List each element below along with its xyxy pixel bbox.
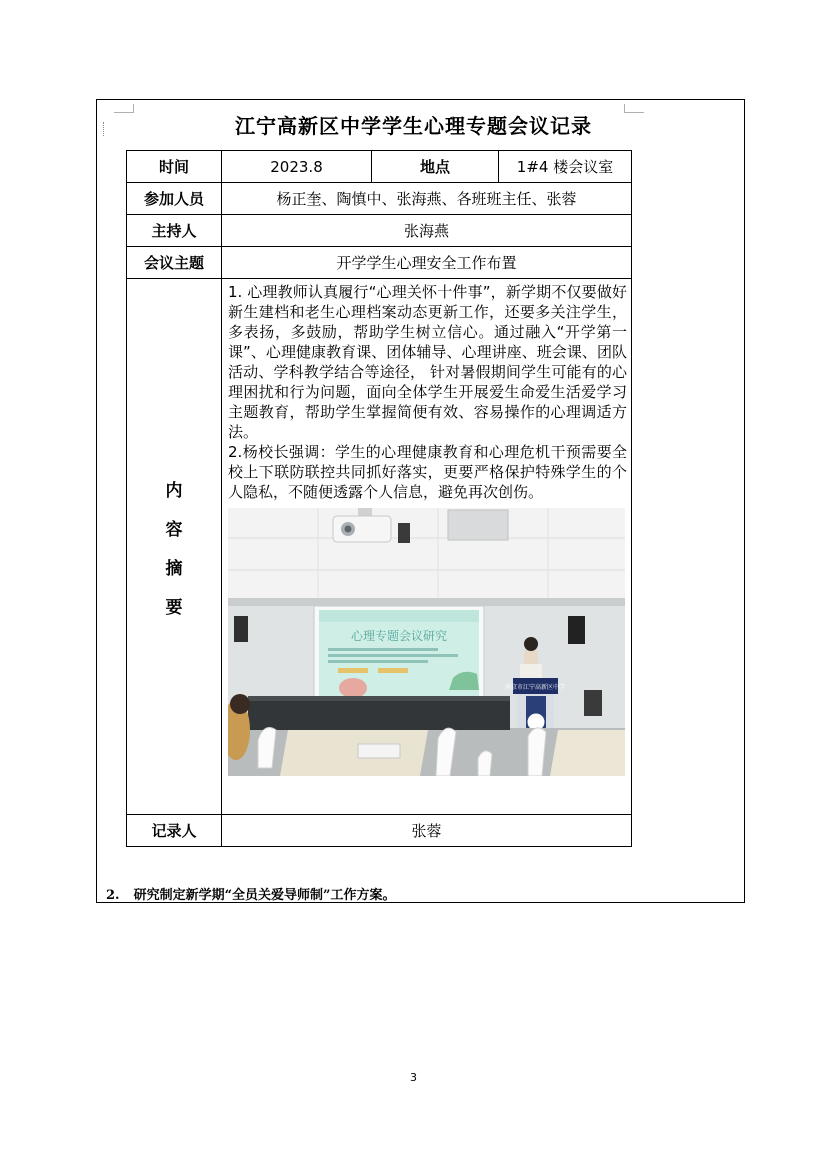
attendees-value: 杨正奎、陶慎中、张海燕、各班班主任、张蓉 <box>222 183 632 215</box>
document-title: 江宁高新区中学学生心理专题会议记录 <box>235 114 592 138</box>
table-row-topic <box>127 247 632 279</box>
podium-text: 南京市江宁高新区中学 <box>504 684 566 691</box>
table-row-host <box>127 215 632 247</box>
content-paragraph: 2.杨校长强调：学生的心理健康教育和心理危机干预需要全校上下联防联控共同抓好落实，更要严格保护特殊学生的个人隐私，不随便透露个人信息，避免再次创伤。 <box>228 443 627 501</box>
time-label: 时间 <box>127 151 222 183</box>
content-label-char: 摘 <box>165 558 183 579</box>
place-label: 地点 <box>372 151 499 183</box>
content-summary <box>222 279 631 502</box>
content-paragraph: 1. 心理教师认真履行“心理关怀十件事”，新学期不仅要做好新生建档和老生心理档案动态更新工作，还要多关注学生，多表扬，多鼓励，帮助学生树立信心。通过融入“开学第一课”、心理健康教育课、团体辅导、心理讲座、班会课、团队活动、学科教学结合等途径， 针对暑假期间学生可能有的心理困扰和行为问题，面向全体学生开展爱生命爱生活爱学习主题教育，帮助学生掌握简便有效、容易操作的心理调适方法。 <box>228 283 627 441</box>
content-label <box>127 279 222 815</box>
table-row-time <box>127 151 632 183</box>
recorder-label: 记录人 <box>127 815 222 847</box>
content-cell <box>222 279 632 815</box>
table-row-recorder <box>127 815 632 847</box>
meeting-record-table <box>126 150 632 847</box>
content-label-char: 要 <box>165 597 183 618</box>
content-label-char: 内 <box>165 480 183 501</box>
meeting-photo <box>228 508 625 776</box>
table-row-content <box>127 279 632 815</box>
time-value: 2023.8 <box>222 151 372 183</box>
attendees-label: 参加人员 <box>127 183 222 215</box>
footnote-number: 2. <box>106 888 120 903</box>
host-label: 主持人 <box>127 215 222 247</box>
topic-value: 开学学生心理安全工作布置 <box>222 247 632 279</box>
screen-title: 心理专题会议研究 <box>350 629 448 643</box>
recorder-value: 张蓉 <box>222 815 632 847</box>
place-value: 1#4 楼会议室 <box>499 151 632 183</box>
table-row-attendees <box>127 183 632 215</box>
host-value: 张海燕 <box>222 215 632 247</box>
footnote-text: 研究制定新学期“全员关爱导师制”工作方案。 <box>133 888 396 903</box>
content-label-char: 容 <box>165 519 183 540</box>
page-number: 3 <box>410 1071 417 1084</box>
topic-label: 会议主题 <box>127 247 222 279</box>
footnote-item <box>106 884 396 903</box>
